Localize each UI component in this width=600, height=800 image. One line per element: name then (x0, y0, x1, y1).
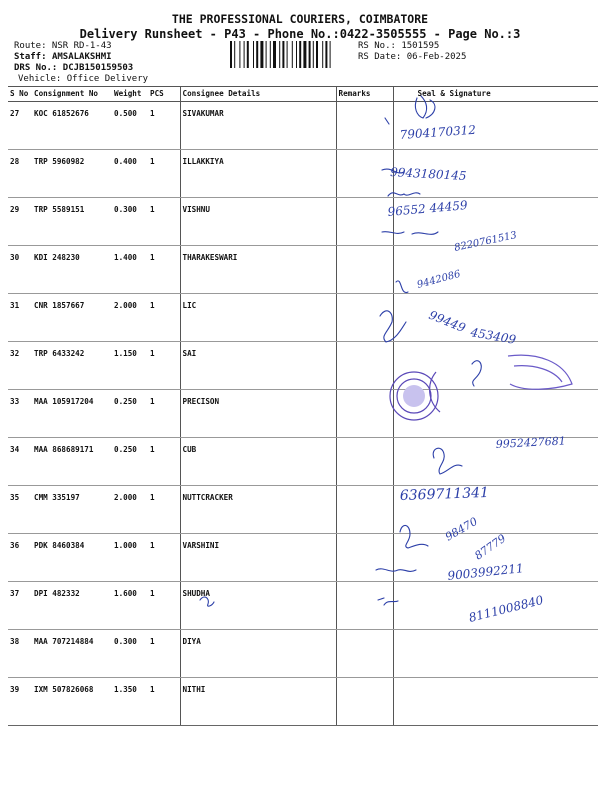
handwritten-phone-number: 8111008840 (467, 592, 545, 625)
cell-pcs: 1 (148, 198, 180, 246)
cell-consignment: TRP 6433242 (32, 342, 112, 390)
cell-pcs: 1 (148, 246, 180, 294)
cell-remarks (336, 678, 393, 726)
col-seal-signature: Seal & Signature (393, 87, 598, 102)
cell-sno: 31 (8, 294, 32, 342)
cell-consignee: NUTTCRACKER (180, 486, 336, 534)
cell-consignee: SIVAKUMAR (180, 102, 336, 150)
table-row (8, 390, 598, 438)
cell-remarks (336, 390, 393, 438)
vehicle-label: Vehicle: Office Delivery (18, 74, 149, 84)
cell-weight: 1.600 (112, 582, 148, 630)
cell-pcs: 1 (148, 630, 180, 678)
cell-seal (393, 531, 598, 582)
table-row (8, 582, 598, 630)
cell-sno: 27 (8, 102, 32, 150)
runsheet-title: Delivery Runsheet - P43 - Phone No.:0422-3505555 - Page No.:3 (79, 27, 521, 41)
company-name: THE PROFESSIONAL COURIERS, COIMBATORE (171, 12, 429, 26)
cell-consignee: DIYA (180, 630, 336, 678)
cell-consignment: PDK 8460384 (32, 534, 112, 582)
table-header-row (8, 87, 598, 102)
cell-seal (393, 390, 598, 438)
cell-seal (393, 678, 598, 726)
col-pcs: PCS (148, 87, 180, 102)
route-label: Route: NSR RD-1-43 (14, 41, 112, 51)
table-row (8, 438, 598, 486)
cell-consignment: KOC 61852676 (32, 102, 112, 150)
cell-sno: 34 (8, 438, 32, 486)
rs-date: RS Date: 06-Feb-2025 (358, 52, 467, 62)
cell-consignment: IXM 507826068 (32, 678, 112, 726)
col-sno: S No (8, 87, 32, 102)
cell-pcs: 1 (148, 342, 180, 390)
table-row (8, 630, 598, 678)
table-row (8, 198, 598, 246)
cell-weight: 2.000 (112, 486, 148, 534)
cell-consignment: MAA 707214884 (32, 630, 112, 678)
cell-pcs: 1 (148, 390, 180, 438)
handwritten-phone-number: 99449 (426, 307, 468, 336)
cell-seal (393, 294, 598, 342)
cell-consignee: PRECISON (180, 390, 336, 438)
cell-sno: 32 (8, 342, 32, 390)
cell-sno: 38 (8, 630, 32, 678)
handwritten-phone-number: 96552 44459 (387, 198, 469, 219)
cell-remarks (336, 582, 393, 630)
cell-consignee: LIC (180, 294, 336, 342)
handwritten-phone-number: 9943180145 (389, 165, 467, 183)
cell-consignee: CUB (180, 438, 336, 486)
cell-weight: 1.350 (112, 678, 148, 726)
cell-seal (393, 198, 598, 246)
table-row (8, 246, 598, 294)
cell-pcs: 1 (148, 294, 180, 342)
barcode-image (228, 40, 353, 70)
drs-label: DRS No.: (14, 63, 58, 73)
cell-seal (393, 486, 598, 534)
table-row (8, 102, 598, 150)
cell-consignee: VISHNU (180, 198, 336, 246)
handwritten-phone-number: 9003992211 (446, 561, 525, 583)
cell-remarks (336, 342, 393, 390)
table-row (8, 486, 598, 534)
col-remarks: Remarks (336, 87, 393, 102)
cell-sno: 28 (8, 150, 32, 198)
cell-weight: 0.250 (112, 390, 148, 438)
rs-number: RS No.: 1501595 (358, 41, 440, 51)
table-row (8, 342, 598, 390)
cell-consignment: DPI 482332 (32, 582, 112, 630)
cell-remarks (336, 198, 393, 246)
cell-seal (393, 438, 598, 486)
cell-seal (393, 246, 598, 294)
cell-weight: 0.250 (112, 438, 148, 486)
cell-consignment: TRP 5589151 (32, 198, 112, 246)
drs-line (14, 63, 133, 73)
cell-consignee: SHUDHA (180, 582, 336, 630)
drs-number: DCJB150159503 (62, 63, 134, 73)
runsheet-table (8, 86, 598, 726)
handwritten-phone-number: 87779 (472, 531, 509, 563)
table-row (8, 534, 598, 582)
handwritten-phone-number: 453409 (469, 325, 518, 347)
cell-remarks (336, 102, 393, 150)
cell-seal (393, 150, 598, 198)
col-consignment: Consignment No (32, 87, 112, 102)
cell-remarks (336, 630, 393, 678)
cell-remarks (336, 438, 393, 486)
cell-weight: 1.000 (112, 534, 148, 582)
cell-weight: 0.500 (112, 102, 148, 150)
cell-seal (393, 582, 598, 630)
cell-weight: 0.400 (112, 150, 148, 198)
cell-sno: 33 (8, 390, 32, 438)
cell-seal (393, 102, 598, 150)
cell-remarks (336, 246, 393, 294)
cell-sno: 35 (8, 486, 32, 534)
cell-consignment: CMM 335197 (32, 486, 112, 534)
cell-consignee: NITHI (180, 678, 336, 726)
cell-consignee: SAI (180, 342, 336, 390)
cell-weight: 1.150 (112, 342, 148, 390)
staff-name: AMSALAKSHMI (51, 52, 112, 62)
cell-consignee: VARSHINI (180, 534, 336, 582)
cell-weight: 0.300 (112, 198, 148, 246)
col-weight: Weight (112, 87, 148, 102)
cell-pcs: 1 (148, 534, 180, 582)
handwritten-phone-number: 9442086 (415, 268, 462, 291)
cell-consignment: MAA 105917204 (32, 390, 112, 438)
cell-remarks (336, 486, 393, 534)
cell-remarks (336, 150, 393, 198)
handwritten-phone-number: 98470 (443, 514, 480, 544)
cell-pcs: 1 (148, 102, 180, 150)
staff-line (14, 52, 112, 62)
cell-sno: 30 (8, 246, 32, 294)
cell-pcs: 1 (148, 150, 180, 198)
cell-weight: 0.300 (112, 630, 148, 678)
cell-consignee: ILLAKKIYA (180, 150, 336, 198)
cell-sno: 36 (8, 534, 32, 582)
cell-pcs: 1 (148, 678, 180, 726)
cell-seal (393, 630, 598, 678)
cell-sno: 39 (8, 678, 32, 726)
staff-label: Staff: (14, 52, 47, 62)
cell-pcs: 1 (148, 438, 180, 486)
table-row (8, 294, 598, 342)
table-row (8, 678, 598, 726)
cell-sno: 29 (8, 198, 32, 246)
cell-remarks (336, 534, 393, 582)
col-consignee: Consignee Details (180, 87, 336, 102)
handwritten-phone-number: 9952427681 (495, 434, 567, 451)
handwritten-phone-number: 6369711341 (399, 484, 490, 504)
cell-consignee: THARAKESWARI (180, 246, 336, 294)
cell-consignment: KDI 248230 (32, 246, 112, 294)
cell-pcs: 1 (148, 486, 180, 534)
cell-sno: 37 (8, 582, 32, 630)
cell-consignment: CNR 1857667 (32, 294, 112, 342)
handwritten-phone-number: 8220761513 (453, 229, 518, 254)
cell-seal (393, 342, 598, 390)
cell-consignment: MAA 868689171 (32, 438, 112, 486)
handwritten-phone-number: 7904170312 (399, 122, 477, 142)
cell-remarks (336, 294, 393, 342)
table-row (8, 150, 598, 198)
cell-consignment: TRP 5960982 (32, 150, 112, 198)
cell-pcs: 1 (148, 582, 180, 630)
cell-weight: 1.400 (112, 246, 148, 294)
cell-weight: 2.000 (112, 294, 148, 342)
